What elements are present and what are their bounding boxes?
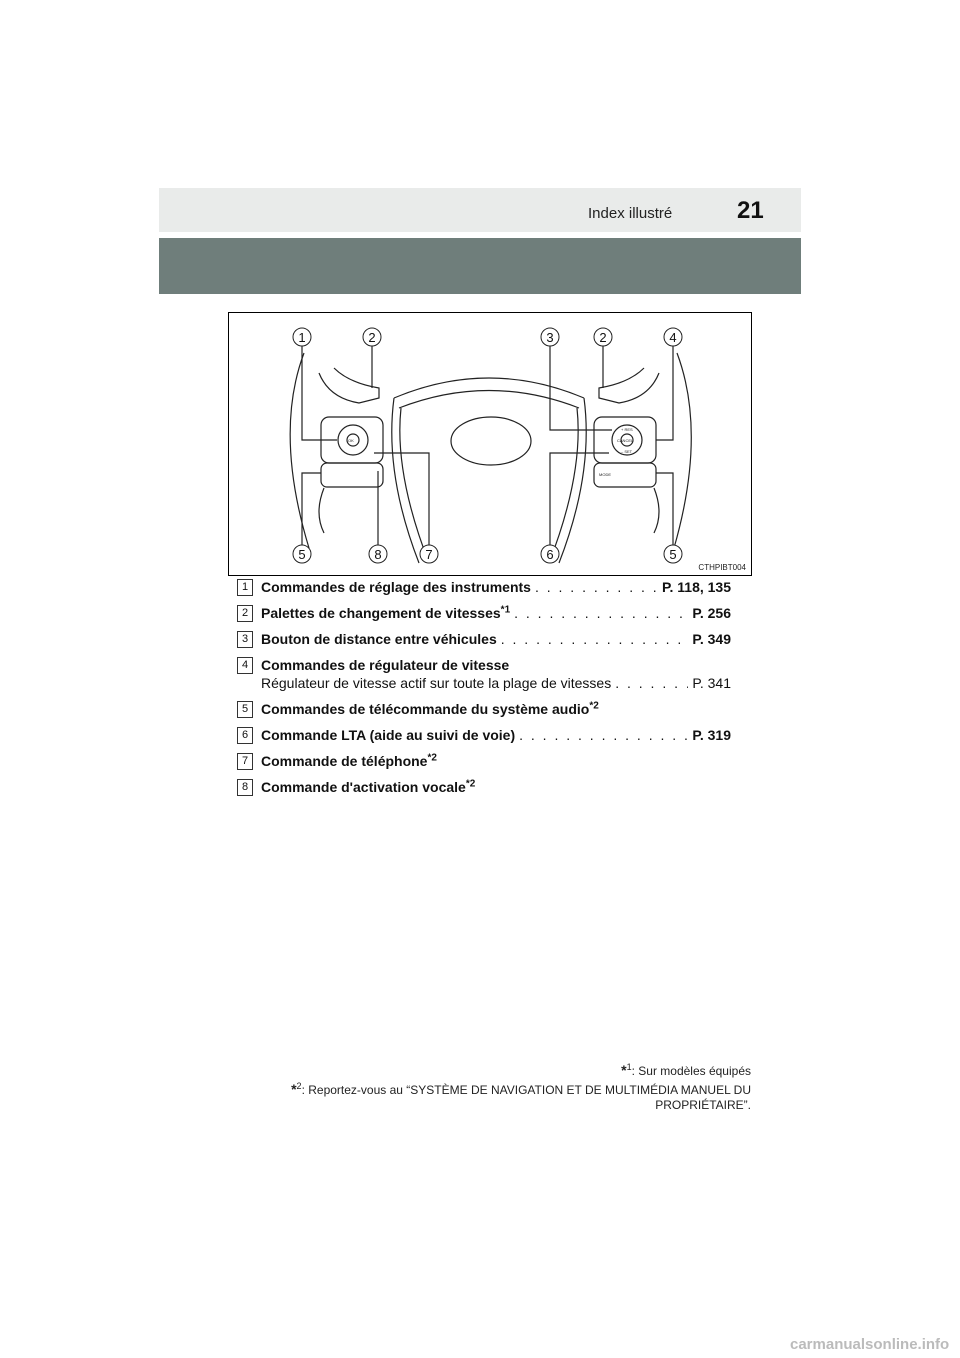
list-item <box>237 604 731 622</box>
mode-button-label: MODE <box>599 472 611 477</box>
footnote-ref: *2 <box>465 778 476 790</box>
item-number: 8 <box>237 779 253 796</box>
item-label: Commandes de régulateur de vitesse <box>261 657 510 673</box>
page-header <box>159 188 801 232</box>
list-item <box>237 578 731 596</box>
right-outer-arc <box>674 353 691 548</box>
item-number: 5 <box>237 701 253 718</box>
footnote-ref: *2 <box>589 700 599 712</box>
leader-dots <box>515 726 688 744</box>
item-number: 7 <box>237 753 253 770</box>
footnote-2: *$^2$: Reportez-vous au “SYSTÈME DE NAVIGATION ET DE MULTIMÉDIA MANUEL DU PROPRIÉTAIRE”. <box>291 1081 751 1112</box>
steering-wheel-figure <box>228 312 752 576</box>
callout-3: 3 <box>546 330 554 345</box>
callout-7: 7 <box>425 547 433 562</box>
callout-6: 6 <box>546 547 554 562</box>
callout-5-right: 5 <box>669 547 677 562</box>
center-emblem <box>451 417 531 465</box>
chapter-band <box>159 238 801 294</box>
footnote-1: *$^1$: Sur modèles équipés <box>621 1062 751 1078</box>
item-number: 2 <box>237 605 253 622</box>
item-number: 1 <box>237 579 253 596</box>
item-label: Commandes de télécommande du système audio <box>261 701 590 717</box>
item-number: 6 <box>237 727 253 744</box>
leader-dots <box>531 578 658 596</box>
item-label: Commande de téléphone <box>261 753 428 769</box>
set-button-label: – SET <box>621 449 633 454</box>
figure-code: CTHPIBT004 <box>698 563 746 572</box>
wheel-rim-inner <box>399 391 579 409</box>
item-label: Bouton de distance entre véhicules <box>261 631 497 647</box>
footnote-ref: *1 <box>500 604 511 616</box>
leader-6 <box>550 453 609 545</box>
item-label: Palettes de changement de vitesses <box>261 605 501 621</box>
item-label: Commande LTA (aide au suivi de voie) <box>261 727 516 743</box>
left-outer-arc <box>290 353 309 548</box>
page-reference: P. 319 <box>692 727 731 743</box>
footnotes <box>215 1060 751 1113</box>
cancel-button-label: CANCEL <box>617 438 634 443</box>
section-title: Index illustré <box>588 205 673 222</box>
leader-dots <box>611 674 688 692</box>
callout-5-left: 5 <box>298 547 306 562</box>
item-label: Commande d'activation vocale <box>261 779 466 795</box>
callout-4: 4 <box>669 330 677 345</box>
item-label: Commandes de réglage des instruments <box>261 579 531 595</box>
callout-8: 8 <box>374 547 382 562</box>
list-item <box>237 656 731 692</box>
leader-4 <box>656 343 673 440</box>
page-reference: P. 256 <box>692 605 731 621</box>
list-item <box>237 752 731 770</box>
leader-dots <box>510 604 688 622</box>
left-lower-switch-panel <box>321 463 383 487</box>
callout-1: 1 <box>298 330 306 345</box>
page-reference: P. 349 <box>692 631 731 647</box>
callout-2-left: 2 <box>368 330 376 345</box>
steering-wheel-illustration <box>229 313 751 575</box>
item-sub-label: Régulateur de vitesse actif sur toute la plage de vitesses <box>261 675 612 691</box>
watermark: carmanualsonline.info <box>790 1336 950 1353</box>
footnote-ref: *2 <box>427 752 437 764</box>
leader-dots <box>497 630 689 648</box>
item-number: 4 <box>237 657 253 674</box>
callout-2-right: 2 <box>599 330 607 345</box>
page-number: 21 <box>737 197 764 224</box>
res-button-label: + RES <box>621 427 633 432</box>
wheel-rim-outer <box>394 378 584 398</box>
list-item <box>237 726 731 744</box>
item-number: 3 <box>237 631 253 648</box>
ok-button-label: OK <box>348 438 354 443</box>
list-item <box>237 778 731 796</box>
page-reference: P. 118, 135 <box>661 579 731 595</box>
item-list <box>237 578 731 804</box>
list-item <box>237 700 731 718</box>
list-item <box>237 630 731 648</box>
page-reference: P. 341 <box>692 675 731 691</box>
